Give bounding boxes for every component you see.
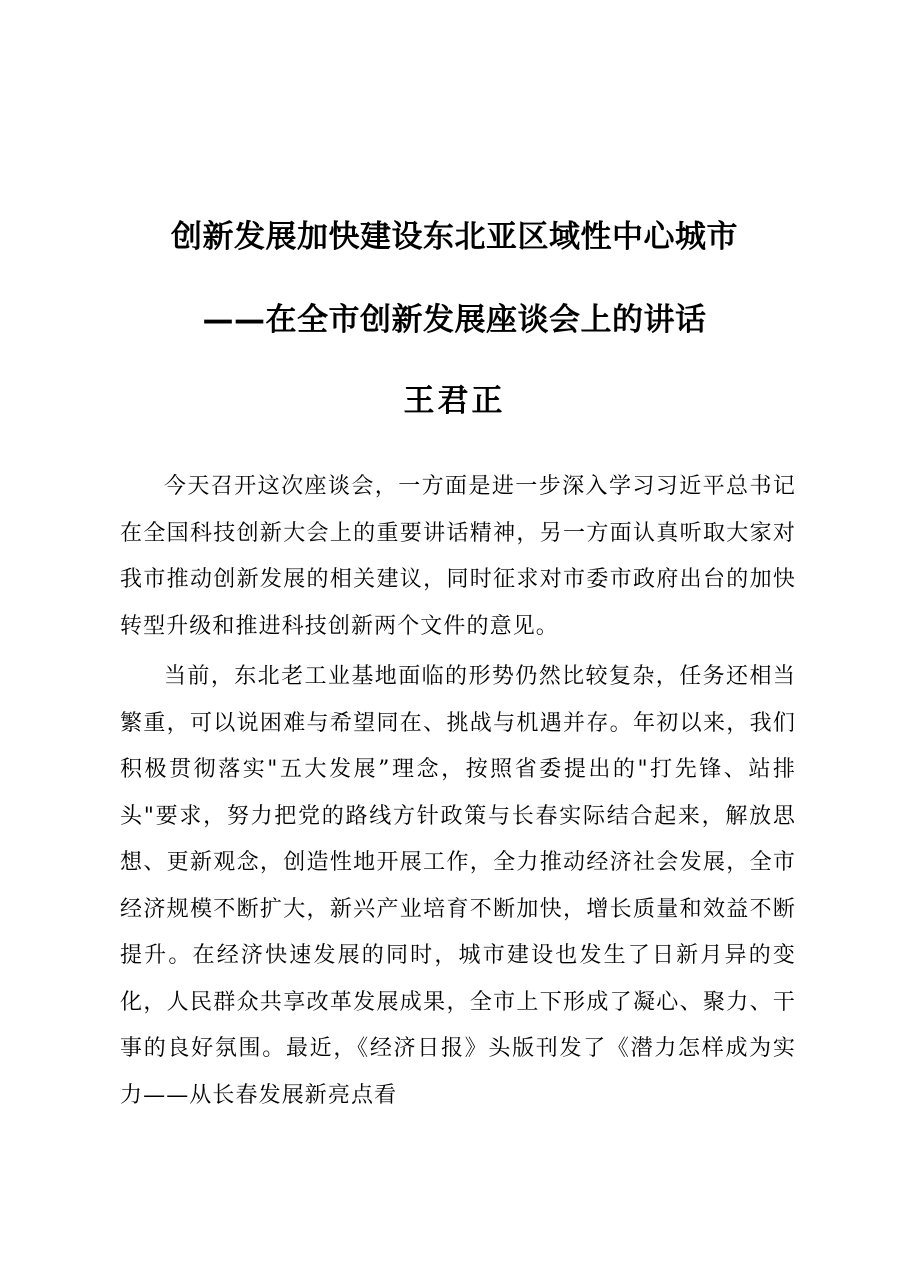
document-subtitle: ——在全市创新发展座谈会上的讲话	[202, 302, 707, 338]
document-title: 创新发展加快建设东北亚区域性中心城市	[171, 219, 738, 255]
body-paragraph-2: 当前，东北老工业基地面临的形势仍然比较复杂，任务还相当繁重，可以说困难与希望同在、挑战与机遇并存。年初以来，我们积极贯彻落实"五大发展”理念，按照省委提出的"打先锋、站排头"要求，努力把党的路线方针政策与长春实际结合起来，解放思想、更新观念，创造性地开展工作，全力推动经济社会发展，全市经济规模不断扩大，新兴产业培育不断加快，增长质量和效益不断提升。在经济快速发展的同时，城市建设也发生了日新月异的变化，人民群众共享改革发展成果，全市上下形成了凝心、聚力、干事的良好氛围。最近，《经济日报》头版刊发了《潜力怎样成为实力——从长春发展新亮点看	[120, 664, 796, 1108]
body-paragraph-1: 今天召开这次座谈会，一方面是进一步深入学习习近平总书记在全国科技创新大会上的重要讲话精神，另一方面认真听取大家对我市推动创新发展的相关建议，同时征求对市委市政府出台的加快转型升级和推进科技创新两个文件的意见。	[120, 474, 796, 639]
document-author: 王君正	[403, 383, 506, 419]
